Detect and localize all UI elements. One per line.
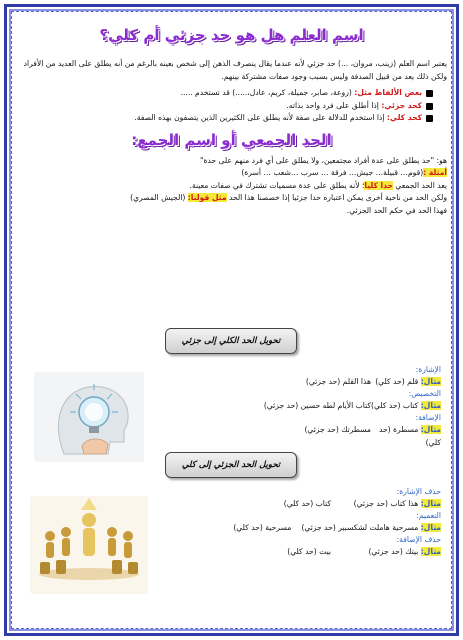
example-row: مثال: بيتك (حد جزئي) بيت (حد كلي) [287,547,441,556]
conversion-method: الإشارة: [415,365,441,374]
examples-text: (قوم… قبيلة… جيش… فرقة … سرب …شعب … أسرة) [241,168,424,177]
head-lightbulb-illustration [34,372,144,462]
conversion-method: الإضافة: [415,413,441,422]
conversion-method: التخصيص: [408,389,441,398]
square-bullet-icon [426,103,433,110]
bullet-list [16,87,447,125]
section-title: الحد الجمعي أو اسم الجمع: [131,130,332,149]
conversion-method: حذف الإشارة: [396,487,441,496]
conversion-method: التعميم: [416,511,441,520]
list-item [16,112,447,125]
square-bullet-icon [426,115,433,122]
conversion-method: حذف الإضافة: [396,535,441,544]
conclusion-text: فهذا الحد في حكم الحد الجزئي. [346,205,447,215]
page-title: اسم العلم هل هو حد جزئي أم كلي؟ [99,26,364,44]
list-item [16,87,447,100]
golden-figures-illustration [30,496,148,594]
intro-paragraph: يعتبر اسم العلم (زينب، مروان، ...) حد جزئي لأنه عندما يقال ينصرف الذهن إلى شخص بعينه بالرغم من أنه يطلق على العديد من الأفراد ولكن ذلك يعد من قبيل الصدفة وليس بسبب وجود صفات مشتركة بينهم. [23,59,447,81]
square-bullet-icon [426,90,433,97]
example-row: مثال: قلم (حد كلي) هذا القلم (حد جزئي) [305,377,441,386]
conversion-list-general-to-particular [151,364,441,449]
bullet-label: كحد جزئي: [381,100,422,110]
example-row: مثال: مسرحية هاملت لشكسبير (حد جزئي) مسرحية (حد كلي) [233,523,441,532]
example-label: مثال: [420,499,441,508]
example-label: مثال: [420,523,441,532]
bullet-text: إذا استخدم للدلالة على صفة لأنه يطلق على الكثيرين الذين يتصفون بهذه الصفة. [134,113,387,122]
bullet-text: إذا أطلق على فرد واحد بذاته. [286,100,382,110]
highlight-term: حدا كليا [364,180,393,190]
example-label: مثال: [420,425,441,434]
list-item [16,100,447,113]
example-label: مثال: [420,377,441,386]
worksheet-page [16,20,447,625]
definition-text: هو: "حد يطلق على عدة أفراد مجتمعين، ولا يطلق على أي فرد منهم على حدة" [199,155,447,165]
examples-label: أمثلة : [423,168,447,177]
section-banner-particular-to-general: تحويل الحد الجزئي إلى كلي [165,452,297,478]
bullet-label: بعض الألفاظ مثل: [354,88,422,97]
specialization-note: ولكن الحد من ناحية أخرى يمكن اعتباره حدا جزئيا إذا خصصنا هذا الحد مثل قولنا: (الجيش المصري) [130,193,447,202]
examples-line [16,167,447,180]
conversion-list-particular-to-general [151,486,441,558]
section-banner-general-to-particular: تحويل الحد الكلي إلى جزئي [165,328,297,354]
example-label: مثال: [420,401,441,410]
example-row: مثال: كتاب (حد كلي) كتاب الأيام لطه حسين (حد جزئي) [263,401,441,410]
example-label: مثال: [420,547,441,556]
highlight-term: مثل قولنا: [187,193,227,202]
example-row: مثال: هذا كتاب (حد جزئي) كتاب (حد كلي) [283,499,441,508]
bullet-text: (روعة، صابر، جميلة، كريم، عادل،.....) قد تستخدم ..... [180,88,355,97]
example-row: مثال: مسطرة (حد كلي) مسطرتك (حد جزئي) [304,425,441,447]
collective-note: يعد الحد الجمعي حدا كليا؛ لأنه يطلق على عدة مسميات تشترك في صفات معينة. [189,180,447,190]
bullet-label: كحد كلي: [386,113,422,122]
